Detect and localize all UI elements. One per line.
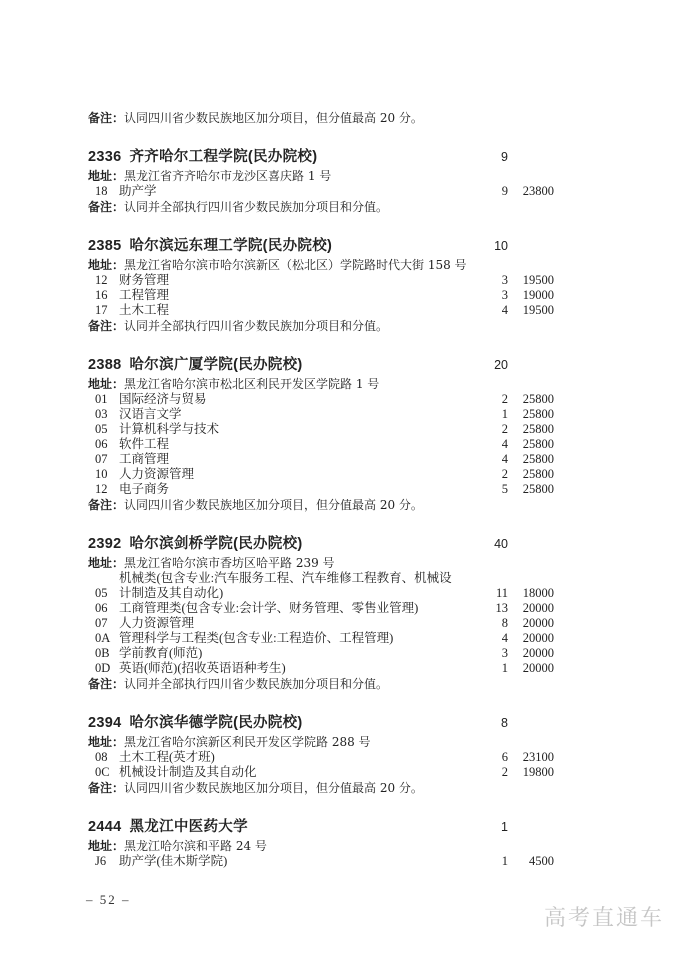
address-line (88, 734, 554, 750)
institution-total: 40 (494, 537, 508, 551)
institution-section (88, 818, 554, 869)
major-code: J6 (95, 854, 107, 868)
major-row (88, 303, 554, 318)
address-line (88, 376, 554, 392)
major-name: 机械类(包含专业:汽车服务工程、汽车维修工程教育、机械设计制造及其自动化) (119, 571, 452, 600)
institution-name: 哈尔滨远东理工学院(民办院校) (129, 238, 333, 254)
institution-code: 2394 (88, 715, 122, 731)
major-quota: 2 (501, 392, 508, 406)
note-text: 认同并全部执行四川省少数民族加分项目和分值。 (124, 200, 389, 214)
major-name: 土木工程(英才班) (119, 750, 215, 764)
institution-title (88, 535, 468, 554)
major-quota: 13 (495, 601, 508, 615)
major-row (88, 288, 554, 303)
major-name: 电子商务 (119, 482, 170, 496)
institution-section (88, 237, 554, 334)
major-quota: 8 (501, 616, 508, 630)
institution-title (88, 237, 468, 256)
institution-code: 2336 (88, 149, 122, 165)
major-fee: 25800 (522, 452, 554, 466)
address-label: 地址： (88, 735, 125, 749)
major-fee: 20000 (522, 601, 554, 615)
institution-name: 哈尔滨剑桥学院(民办院校) (129, 536, 303, 552)
carryover-note (88, 110, 554, 126)
major-code: 12 (95, 273, 108, 287)
major-name: 土木工程 (119, 303, 170, 317)
major-fee: 19500 (522, 273, 554, 287)
address-text: 黑龙江省哈尔滨新区利民开发区学院路 288 号 (124, 735, 371, 749)
major-fee: 23100 (522, 750, 554, 764)
major-code: 0C (95, 765, 110, 779)
major-row (88, 407, 554, 422)
institution-name: 黑龙江中医药大学 (129, 819, 248, 835)
major-row (88, 273, 554, 288)
major-quota: 4 (501, 452, 508, 466)
major-fee: 19000 (522, 288, 554, 302)
institution-code: 2385 (88, 238, 122, 254)
major-quota: 4 (501, 631, 508, 645)
note-text: 认同四川省少数民族地区加分项目，但分值最高 20 分。 (124, 781, 423, 795)
major-row (88, 765, 554, 780)
major-fee: 20000 (522, 646, 554, 660)
note-label: 备注： (88, 111, 125, 125)
major-row (88, 452, 554, 467)
note-text: 认同并全部执行四川省少数民族加分项目和分值。 (124, 677, 389, 691)
institution-code: 2444 (88, 819, 122, 835)
major-quota: 5 (501, 482, 508, 496)
note-label: 备注： (88, 781, 125, 795)
address-label: 地址： (88, 839, 125, 853)
major-code: 05 (95, 586, 108, 600)
major-fee: 25800 (522, 437, 554, 451)
major-quota: 6 (501, 750, 508, 764)
institution-title (88, 714, 468, 733)
major-code: 17 (95, 303, 108, 317)
major-name: 财务管理 (119, 273, 170, 287)
major-quota: 3 (501, 646, 508, 660)
address-text: 黑龙江省齐齐哈尔市龙沙区喜庆路 1 号 (124, 169, 332, 183)
major-code: 06 (95, 437, 108, 451)
major-row (88, 422, 554, 437)
institution-total: 1 (501, 820, 508, 834)
institution-section (88, 148, 554, 215)
address-line (88, 838, 554, 854)
major-name: 工商管理类(包含专业:会计学、财务管理、零售业管理) (119, 601, 419, 615)
watermark-text: 高考直通车 (543, 905, 664, 930)
note-text: 认同并全部执行四川省少数民族加分项目和分值。 (124, 319, 389, 333)
note-label: 备注： (88, 498, 125, 512)
major-fee: 20000 (522, 661, 554, 675)
major-row (88, 646, 554, 661)
major-quota: 3 (501, 273, 508, 287)
address-label: 地址： (88, 556, 125, 570)
institution-header (88, 535, 554, 554)
institution-section (88, 356, 554, 513)
major-name: 国际经济与贸易 (119, 392, 207, 406)
major-name: 英语(师范)(招收英语语种考生) (119, 661, 286, 675)
institution-code: 2388 (88, 357, 122, 373)
institution-code: 2392 (88, 536, 122, 552)
major-code: 05 (95, 422, 108, 436)
institution-header (88, 714, 554, 733)
address-text: 黑龙江省哈尔滨市松北区利民开发区学院路 1 号 (124, 377, 380, 391)
address-label: 地址： (88, 169, 125, 183)
institution-total: 9 (501, 150, 508, 164)
major-fee: 25800 (522, 407, 554, 421)
section-note (88, 676, 554, 692)
major-quota: 11 (495, 586, 508, 600)
major-fee: 20000 (522, 616, 554, 630)
note-text: 认同四川省少数民族地区加分项目，但分值最高 20 分。 (124, 111, 423, 125)
page-number: – 52 – (86, 892, 131, 907)
major-row (88, 437, 554, 452)
note-label: 备注： (88, 200, 125, 214)
page-content (88, 110, 554, 869)
major-quota: 1 (501, 854, 508, 868)
major-fee: 19800 (522, 765, 554, 779)
major-code: 07 (95, 616, 108, 630)
major-row (88, 601, 554, 616)
major-fee: 25800 (522, 467, 554, 481)
address-line (88, 168, 554, 184)
major-name: 学前教育(师范) (119, 646, 203, 660)
major-quota: 4 (501, 437, 508, 451)
major-name: 管理科学与工程类(包含专业:工程造价、工程管理) (119, 631, 394, 645)
major-row (88, 467, 554, 482)
note-label: 备注： (88, 319, 125, 333)
major-quota: 3 (501, 288, 508, 302)
institution-name: 齐齐哈尔工程学院(民办院校) (129, 149, 318, 165)
major-name: 工程管理 (119, 288, 170, 302)
major-quota: 4 (501, 303, 508, 317)
major-row (88, 571, 554, 601)
major-quota: 1 (501, 407, 508, 421)
major-row (88, 482, 554, 497)
institution-title (88, 148, 468, 167)
major-fee: 20000 (522, 631, 554, 645)
major-code: 01 (95, 392, 108, 406)
major-name: 工商管理 (119, 452, 170, 466)
major-fee: 4500 (529, 854, 554, 868)
major-row (88, 631, 554, 646)
major-code: 10 (95, 467, 108, 481)
institution-section (88, 535, 554, 692)
section-note (88, 199, 554, 215)
major-name: 助产学(佳木斯学院) (119, 854, 228, 868)
address-text: 黑龙江省哈尔滨市香坊区哈平路 239 号 (124, 556, 335, 570)
major-name: 人力资源管理 (119, 467, 195, 481)
institution-title (88, 356, 468, 375)
major-code: 18 (95, 184, 108, 198)
major-name: 助产学 (119, 184, 157, 198)
address-line (88, 257, 554, 273)
major-row (88, 661, 554, 676)
major-fee: 25800 (522, 392, 554, 406)
major-fee: 23800 (522, 184, 554, 198)
major-code: 12 (95, 482, 108, 496)
major-code: 07 (95, 452, 108, 466)
institution-total: 10 (494, 239, 508, 253)
institution-header (88, 356, 554, 375)
section-note (88, 318, 554, 334)
major-name: 汉语言文学 (119, 407, 182, 421)
major-name: 计算机科学与技术 (119, 422, 220, 436)
institution-header (88, 237, 554, 256)
major-row (88, 184, 554, 199)
major-row (88, 750, 554, 765)
major-quota: 2 (501, 467, 508, 481)
major-code: 0A (95, 631, 111, 645)
institution-total: 20 (494, 358, 508, 372)
major-quota: 2 (501, 765, 508, 779)
major-row (88, 392, 554, 407)
institution-header (88, 148, 554, 167)
major-code: 0B (95, 646, 110, 660)
major-code: 16 (95, 288, 108, 302)
note-text: 认同四川省少数民族地区加分项目，但分值最高 20 分。 (124, 498, 423, 512)
address-text: 黑龙江省哈尔滨市哈尔滨新区（松北区）学院路时代大街 158 号 (124, 258, 467, 272)
institution-header (88, 818, 554, 837)
note-label: 备注： (88, 677, 125, 691)
major-quota: 1 (501, 661, 508, 675)
address-text: 黑龙江哈尔滨和平路 24 号 (124, 839, 267, 853)
major-name: 人力资源管理 (119, 616, 195, 630)
major-quota: 2 (501, 422, 508, 436)
major-name: 软件工程 (119, 437, 170, 451)
major-code: 0D (95, 661, 111, 675)
address-label: 地址： (88, 258, 125, 272)
institution-total: 8 (501, 716, 508, 730)
major-code: 08 (95, 750, 108, 764)
institution-name: 哈尔滨华德学院(民办院校) (129, 715, 303, 731)
institution-name: 哈尔滨广厦学院(民办院校) (129, 357, 303, 373)
major-fee: 18000 (522, 586, 554, 600)
section-note (88, 780, 554, 796)
major-fee: 25800 (522, 422, 554, 436)
major-fee: 19500 (522, 303, 554, 317)
institution-section (88, 714, 554, 796)
major-row (88, 854, 554, 869)
major-fee: 25800 (522, 482, 554, 496)
address-label: 地址： (88, 377, 125, 391)
major-row (88, 616, 554, 631)
address-line (88, 555, 554, 571)
institution-title (88, 818, 468, 837)
major-code: 06 (95, 601, 108, 615)
major-code: 03 (95, 407, 108, 421)
major-name: 机械设计制造及其自动化 (119, 765, 257, 779)
section-note (88, 497, 554, 513)
major-quota: 9 (501, 184, 508, 198)
